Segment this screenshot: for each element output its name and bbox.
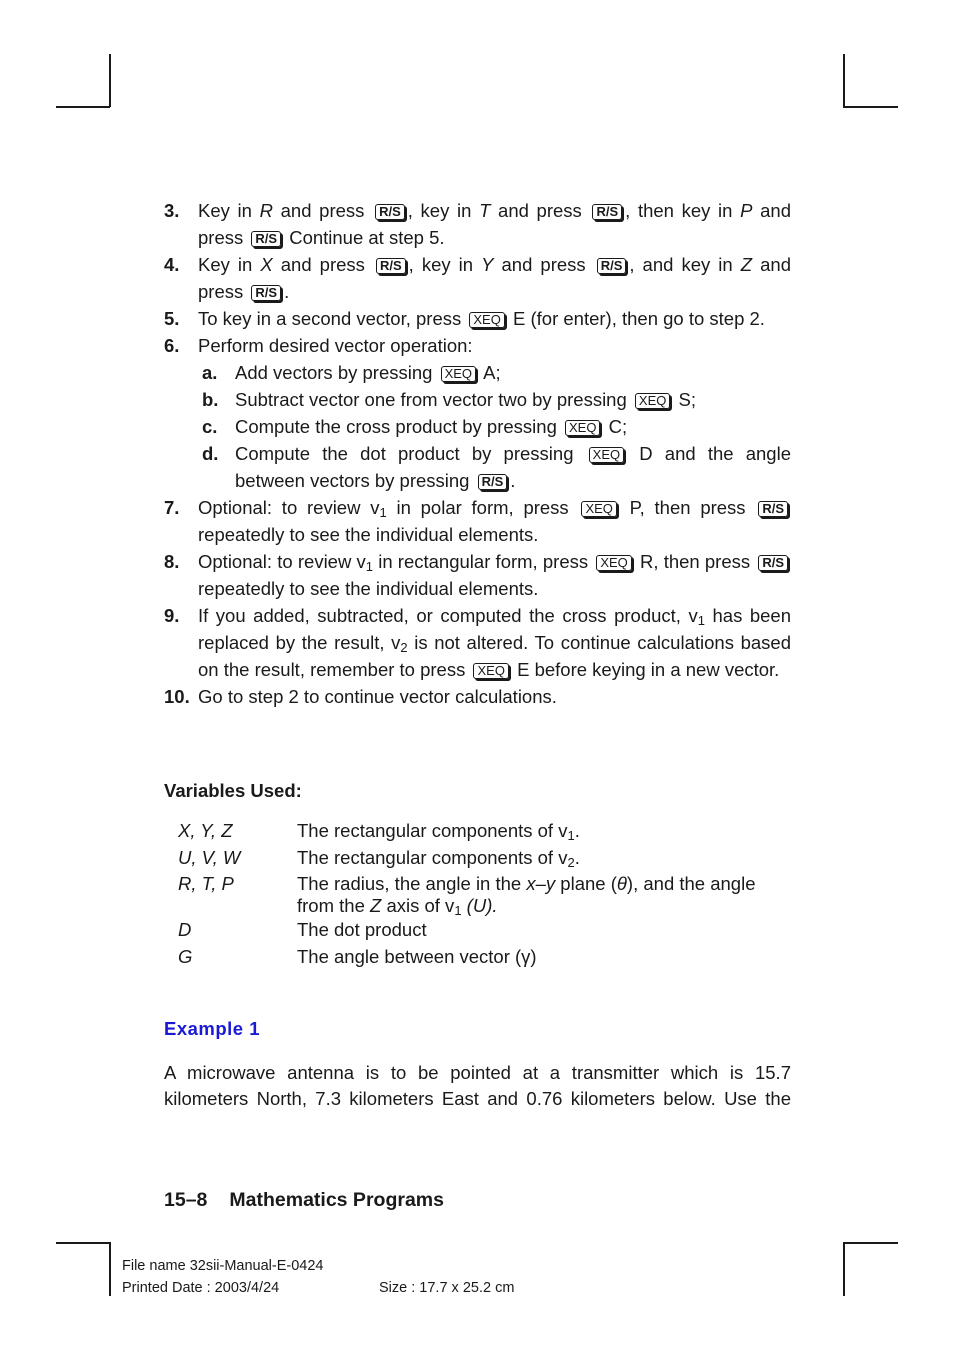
text-run: . (574, 820, 580, 841)
step-number: 8. (164, 551, 180, 572)
text-run: ), and the angle from the (297, 873, 756, 916)
italic-text: Z (370, 895, 382, 916)
text-run: in polar form, press (386, 497, 579, 518)
page-number: 15–8 (164, 1189, 208, 1211)
step-number: 9. (164, 605, 180, 626)
variables-heading: Variables Used: (164, 780, 302, 801)
file-name: File name 32sii-Manual-E-0424 (122, 1258, 324, 1274)
text-run: Optional: to review v (198, 551, 366, 572)
text-run: S; (673, 389, 696, 410)
rs-key-icon: R/S (478, 474, 508, 490)
variable-description (297, 917, 778, 944)
example-line: A microwave antenna is to be pointed at a transmitter which is 15.7 (164, 1062, 791, 1083)
text-run: Key in (198, 200, 260, 221)
variable-row (178, 917, 778, 944)
printed-date: Printed Date : 2003/4/24 (122, 1280, 280, 1296)
text-run: . (574, 846, 580, 868)
step-item (164, 494, 791, 548)
variables-table (178, 818, 778, 970)
text-run: axis of v (381, 895, 455, 916)
page-size: Size : 17.7 x 25.2 cm (379, 1280, 515, 1296)
xeq-key-icon: XEQ (565, 420, 600, 436)
text-run: Optional: to review v (198, 497, 380, 518)
text-run: R, then press (634, 551, 756, 572)
crop-mark-bottom-right-horizontal (843, 1242, 898, 1244)
example-paragraph (164, 1060, 791, 1112)
step-item (164, 548, 791, 602)
step-item (164, 683, 791, 710)
subscript: 1 (365, 559, 374, 574)
text-run: E before keying in a new vector. (511, 659, 780, 680)
subscript: 1 (379, 505, 387, 520)
xeq-key-icon: XEQ (581, 501, 616, 517)
sub-step-item (164, 359, 791, 386)
variable-description (297, 818, 778, 845)
chapter-title: Mathematics Programs (229, 1189, 444, 1211)
xeq-key-icon: XEQ (441, 366, 476, 382)
text-run: The dot product (297, 919, 427, 940)
text-run: and press (272, 200, 373, 221)
italic-text: (U). (461, 895, 498, 916)
procedure-steps (164, 197, 791, 710)
variable-name: X, Y, Z (178, 820, 233, 841)
text-run: , key in (407, 200, 480, 221)
sub-step-letter: a. (202, 362, 218, 383)
italic-text: θ (616, 873, 627, 894)
text-run: E (for enter), then go to step 2. (507, 308, 765, 329)
text-run: The rectangular components of v (297, 846, 568, 868)
sub-step-item (164, 440, 791, 494)
italic-text: P (740, 200, 753, 221)
rs-key-icon: R/S (375, 204, 405, 220)
rs-key-icon: R/S (758, 555, 788, 571)
crop-mark-top-left-horizontal (56, 106, 110, 108)
text-run: , and key in (629, 254, 741, 275)
text-run: in rectangular form, press (373, 551, 594, 572)
variable-name: G (178, 945, 193, 967)
text-run: . (284, 281, 290, 302)
text-run: and press (490, 200, 590, 221)
text-run: Key in (198, 254, 261, 275)
text-run: repeatedly to see the individual elements. (198, 578, 539, 599)
text-run: D and the angle between vectors by pressing (235, 443, 791, 491)
step-number: 7. (164, 497, 180, 518)
page-footer (164, 1189, 444, 1212)
crop-mark-top-left-vertical (109, 54, 111, 107)
variable-description (297, 871, 778, 917)
text-run: C; (603, 416, 628, 437)
subscript: 2 (567, 854, 575, 870)
step-number: 10. (164, 686, 190, 707)
text-run: and press (272, 254, 373, 275)
step-item (164, 305, 791, 332)
variable-row (178, 871, 778, 917)
step-number: 4. (164, 254, 180, 275)
text-run: Continue at step 5. (284, 227, 445, 248)
variable-row (178, 845, 778, 872)
text-run: plane ( (555, 873, 617, 894)
rs-key-icon: R/S (758, 501, 788, 517)
rs-key-icon: R/S (597, 258, 627, 274)
subscript: 2 (400, 640, 408, 655)
italic-text: T (479, 200, 491, 221)
text-run: The radius, the angle in the (297, 873, 527, 894)
sub-step-letter: d. (202, 443, 219, 464)
sub-step-item (164, 413, 791, 440)
variable-description (297, 944, 778, 971)
text-run: Compute the dot product by pressing (235, 443, 586, 464)
text-run: If you added, subtracted, or computed the cross product, v (198, 605, 698, 626)
subscript: 1 (697, 613, 705, 628)
italic-text: Z (740, 254, 753, 275)
text-run: and press (493, 254, 594, 275)
text-run: A; (479, 362, 501, 383)
subscript: 1 (567, 828, 575, 843)
xeq-key-icon: XEQ (473, 663, 508, 679)
variable-name: U, V, W (178, 846, 241, 868)
crop-mark-top-right-vertical (843, 54, 845, 107)
text-run: repeatedly to see the individual elements. (198, 524, 539, 545)
subscript: 1 (454, 903, 462, 918)
variable-name: R, T, P (178, 873, 234, 894)
crop-mark-top-right-horizontal (843, 106, 898, 108)
text-run: is not altered. To continue calculations based on the result, remember to press (198, 632, 791, 680)
crop-mark-bottom-left-vertical (109, 1242, 111, 1296)
italic-text: Y (481, 254, 494, 275)
step-number: 6. (164, 335, 180, 356)
file-info (122, 1255, 515, 1299)
crop-mark-bottom-left-horizontal (56, 1242, 110, 1244)
italic-text: R (259, 200, 273, 221)
sub-step-letter: b. (202, 389, 219, 410)
example-line: kilometers North, 7.3 kilometers East and 0.76 kilometers below. Use the (164, 1088, 791, 1109)
variable-description (297, 845, 778, 872)
text-run: To key in a second vector, press (198, 308, 467, 329)
text-run: , key in (408, 254, 482, 275)
text-run: and press (198, 200, 791, 248)
rs-key-icon: R/S (376, 258, 406, 274)
xeq-key-icon: XEQ (469, 312, 504, 328)
text-run: Compute the cross product by pressing (235, 416, 562, 437)
rs-key-icon: R/S (251, 285, 281, 301)
step-item (164, 251, 791, 305)
text-run: Subtract vector one from vector two by pressing (235, 389, 632, 410)
text-run: has been replaced by the result, v (198, 605, 791, 653)
xeq-key-icon: XEQ (589, 447, 624, 463)
step-item (164, 197, 791, 251)
variable-row (178, 818, 778, 845)
variable-name: D (178, 919, 192, 940)
text-run: Go to step 2 to continue vector calculations. (198, 686, 557, 707)
crop-mark-bottom-right-vertical (843, 1242, 845, 1296)
step-number: 5. (164, 308, 180, 329)
text-run: Perform desired vector operation: (198, 335, 473, 356)
variable-row (178, 944, 778, 971)
rs-key-icon: R/S (592, 204, 622, 220)
text-run: and press (198, 254, 791, 302)
italic-text: X (260, 254, 273, 275)
text-run: Add vectors by pressing (235, 362, 438, 383)
step-item (164, 602, 791, 683)
sub-step-item (164, 386, 791, 413)
sub-step-letter: c. (202, 416, 218, 437)
step-item (164, 332, 791, 359)
text-run: The rectangular components of v (297, 820, 568, 841)
text-run: P, then press (619, 497, 756, 518)
xeq-key-icon: XEQ (635, 393, 670, 409)
xeq-key-icon: XEQ (596, 555, 631, 571)
italic-text: x–y (526, 873, 556, 894)
step-number: 3. (164, 200, 180, 221)
rs-key-icon: R/S (251, 231, 281, 247)
example-heading: Example 1 (164, 1018, 261, 1039)
text-run: , then key in (625, 200, 741, 221)
text-run: . (510, 470, 516, 491)
text-run: The angle between vector (γ) (297, 945, 537, 967)
